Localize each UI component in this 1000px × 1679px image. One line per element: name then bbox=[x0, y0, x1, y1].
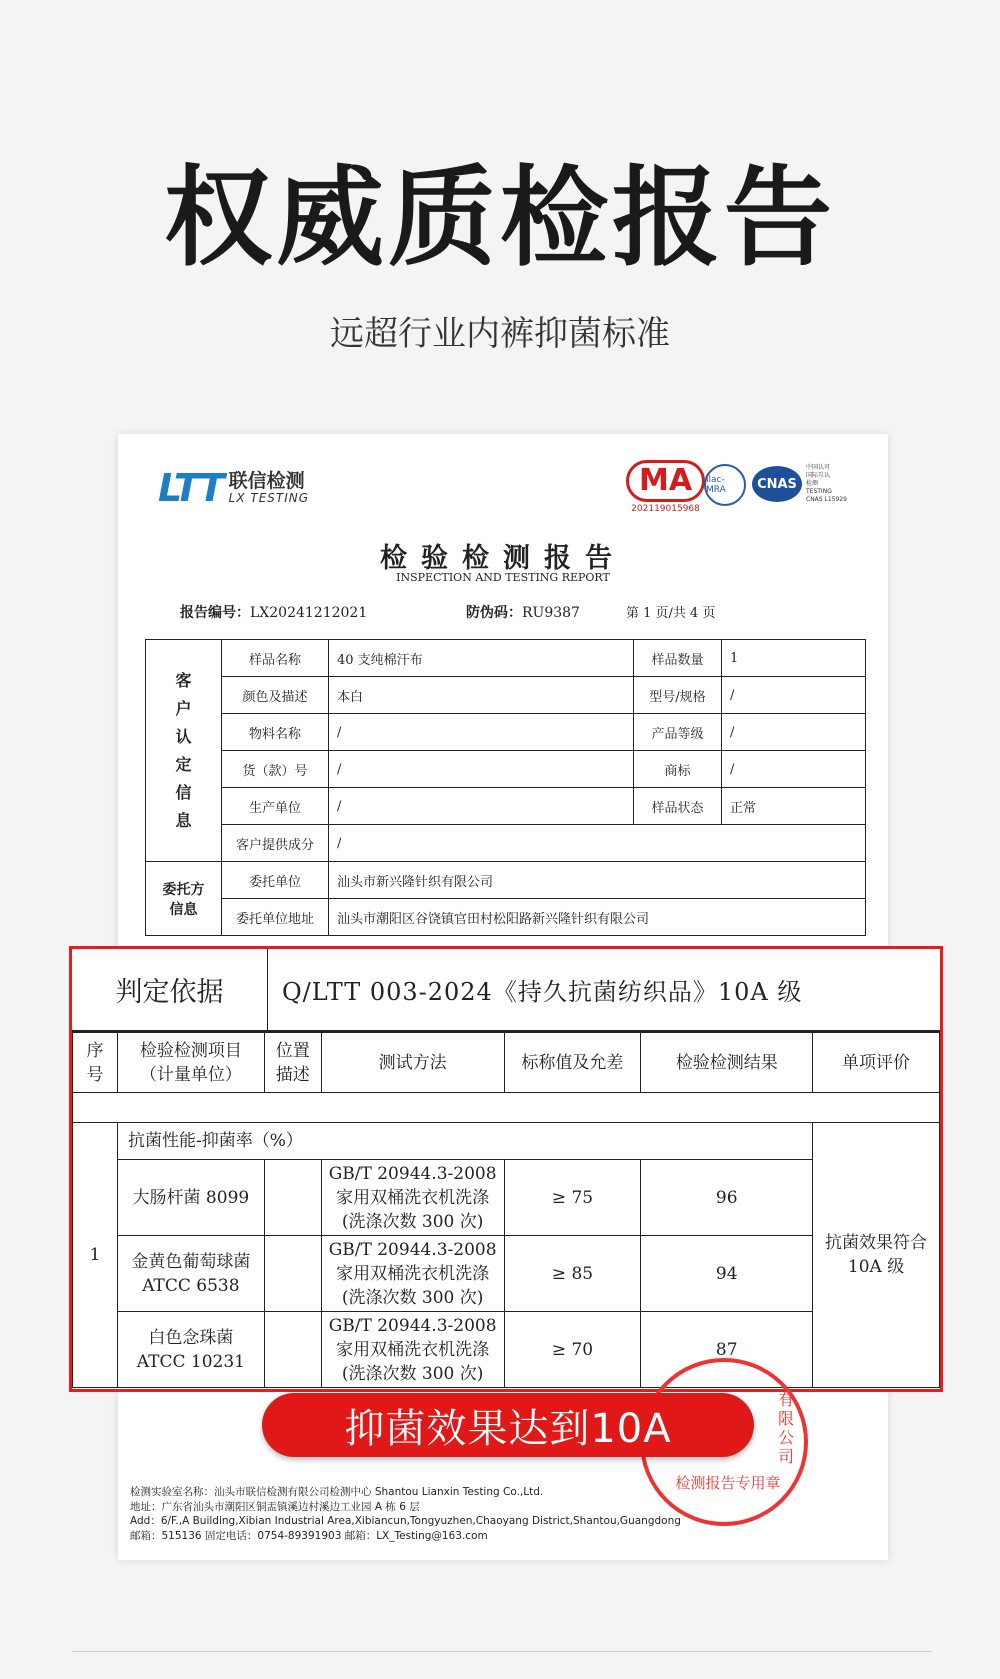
row-number: 1 bbox=[73, 1123, 118, 1388]
item-cell: 大肠杆菌 8099 bbox=[117, 1160, 264, 1236]
results-highlight-box bbox=[69, 946, 943, 1392]
anti-fake-code: 防伪码：RU9387 bbox=[466, 605, 580, 621]
seal-ring-text: 有限公司 bbox=[778, 1390, 795, 1466]
table-row: 客 户 认 定 信 息 样品名称 40 支纯棉汗布 样品数量 1 bbox=[146, 640, 866, 677]
table-row: 货（款）号 / 商标 / bbox=[146, 751, 866, 788]
header-spec: 标称值及允差 bbox=[504, 1033, 641, 1093]
header-eval: 单项评价 bbox=[813, 1033, 940, 1093]
table-row bbox=[73, 1312, 940, 1388]
ilac-mark: ilac-MRA bbox=[704, 464, 746, 506]
brand-name-cn: 联信检测 bbox=[228, 469, 305, 492]
table-row: 物料名称 / 产品等级 / bbox=[146, 714, 866, 751]
ilac-logo bbox=[704, 464, 746, 506]
hero-subtitle: 远超行业内裤抑菌标准 bbox=[330, 314, 670, 354]
report-title: 检验检测报告 bbox=[380, 543, 626, 574]
table-header-row bbox=[73, 1033, 940, 1093]
table-row bbox=[73, 1123, 940, 1160]
lab-footer: 检测实验室名称：汕头市联信检测有限公司检测中心 Shantou Lianxin Testing Co.,Ltd. 地址：广东省汕头市潮阳区铜盂镇溪边村溪边工业园 A 栋 6 层 Add：6/F.,A Building,Xibian Industrial Area,Xibiancun,Tongyuzhen,Chaoyang District,Shantou,Guangdong 邮箱：515136 固定电话：0754-89391903 邮箱：LX_Testing@163.com bbox=[130, 1486, 681, 1542]
results-table bbox=[72, 1032, 940, 1388]
seal-text: 检测报告专用章 bbox=[675, 1474, 781, 1492]
spec-cell: ≥ 85 bbox=[504, 1236, 641, 1312]
divider bbox=[72, 1651, 932, 1652]
report-title-en: INSPECTION AND TESTING REPORT bbox=[396, 571, 610, 584]
header-item: 检验检测项目 （计量单位） bbox=[117, 1033, 264, 1093]
header-position: 位置 描述 bbox=[264, 1033, 321, 1093]
result-cell: 87 bbox=[641, 1312, 813, 1388]
item-cell: 金黄色葡萄球菌 ATCC 6538 bbox=[117, 1236, 264, 1312]
basis-label: 判定依据 bbox=[72, 949, 268, 1030]
header-method: 测试方法 bbox=[321, 1033, 504, 1093]
table-row: 委托单位地址 汕头市潮阳区谷饶镇官田村松阳路新兴隆针织有限公司 bbox=[146, 899, 866, 936]
spec-cell: ≥ 75 bbox=[504, 1160, 641, 1236]
item-cell: 白色念珠菌 ATCC 10231 bbox=[117, 1312, 264, 1388]
evaluation-cell: 抗菌效果符合 10A 级 bbox=[813, 1123, 940, 1388]
logo-mark: LTT bbox=[158, 466, 223, 510]
table-spacer-row bbox=[73, 1093, 940, 1123]
table-row: 生产单位 / 样品状态 正常 bbox=[146, 788, 866, 825]
report-number: 报告编号：LX20241212021 bbox=[180, 605, 368, 621]
table-row: 客户提供成分 / bbox=[146, 825, 866, 862]
method-cell: GB/T 20944.3-2008 家用双桶洗衣机洗涤 (洗涤次数 300 次) bbox=[321, 1236, 504, 1312]
client-group-label: 客 户 认 定 信 息 bbox=[146, 640, 222, 862]
judgement-basis bbox=[72, 949, 940, 1032]
method-cell: GB/T 20944.3-2008 家用双桶洗衣机洗涤 (洗涤次数 300 次) bbox=[321, 1312, 504, 1388]
result-cell: 94 bbox=[641, 1236, 813, 1312]
page-info: 第 1 页/共 4 页 bbox=[626, 606, 716, 621]
highlight-banner: 抑菌效果达到10A bbox=[262, 1393, 754, 1457]
brand-logo bbox=[158, 466, 309, 510]
spec-cell: ≥ 70 bbox=[504, 1312, 641, 1388]
cma-logo bbox=[626, 460, 705, 514]
client-info-table bbox=[145, 639, 866, 936]
section-title: 抗菌性能-抑菌率（%） bbox=[117, 1123, 812, 1160]
hero-title: 权威质检报告 bbox=[163, 156, 836, 281]
cnas-mark: CNAS bbox=[752, 466, 802, 502]
result-cell: 96 bbox=[641, 1160, 813, 1236]
method-cell: GB/T 20944.3-2008 家用双桶洗衣机洗涤 (洗涤次数 300 次) bbox=[321, 1160, 504, 1236]
table-row: 委托方 信息 委托单位 汕头市新兴隆针织有限公司 bbox=[146, 862, 866, 899]
table-row bbox=[73, 1236, 940, 1312]
table-row: 颜色及描述 本白 型号/规格 / bbox=[146, 677, 866, 714]
brand-name-en: LX TESTING bbox=[228, 490, 310, 505]
cnas-note: 中国认可 国际互认 检测 TESTING CNAS L15929 bbox=[806, 464, 847, 504]
cnas-logo bbox=[752, 466, 802, 502]
header-result: 检验检测结果 bbox=[641, 1033, 813, 1093]
cma-number: 202119015968 bbox=[631, 504, 700, 514]
basis-value: Q/LTT 003-2024《持久抗菌纺织品》10A 级 bbox=[282, 978, 803, 1006]
header-no: 序 号 bbox=[73, 1033, 118, 1093]
table-row bbox=[73, 1160, 940, 1236]
cma-mark: MA bbox=[626, 460, 705, 502]
consign-group-label: 委托方 信息 bbox=[146, 862, 222, 936]
